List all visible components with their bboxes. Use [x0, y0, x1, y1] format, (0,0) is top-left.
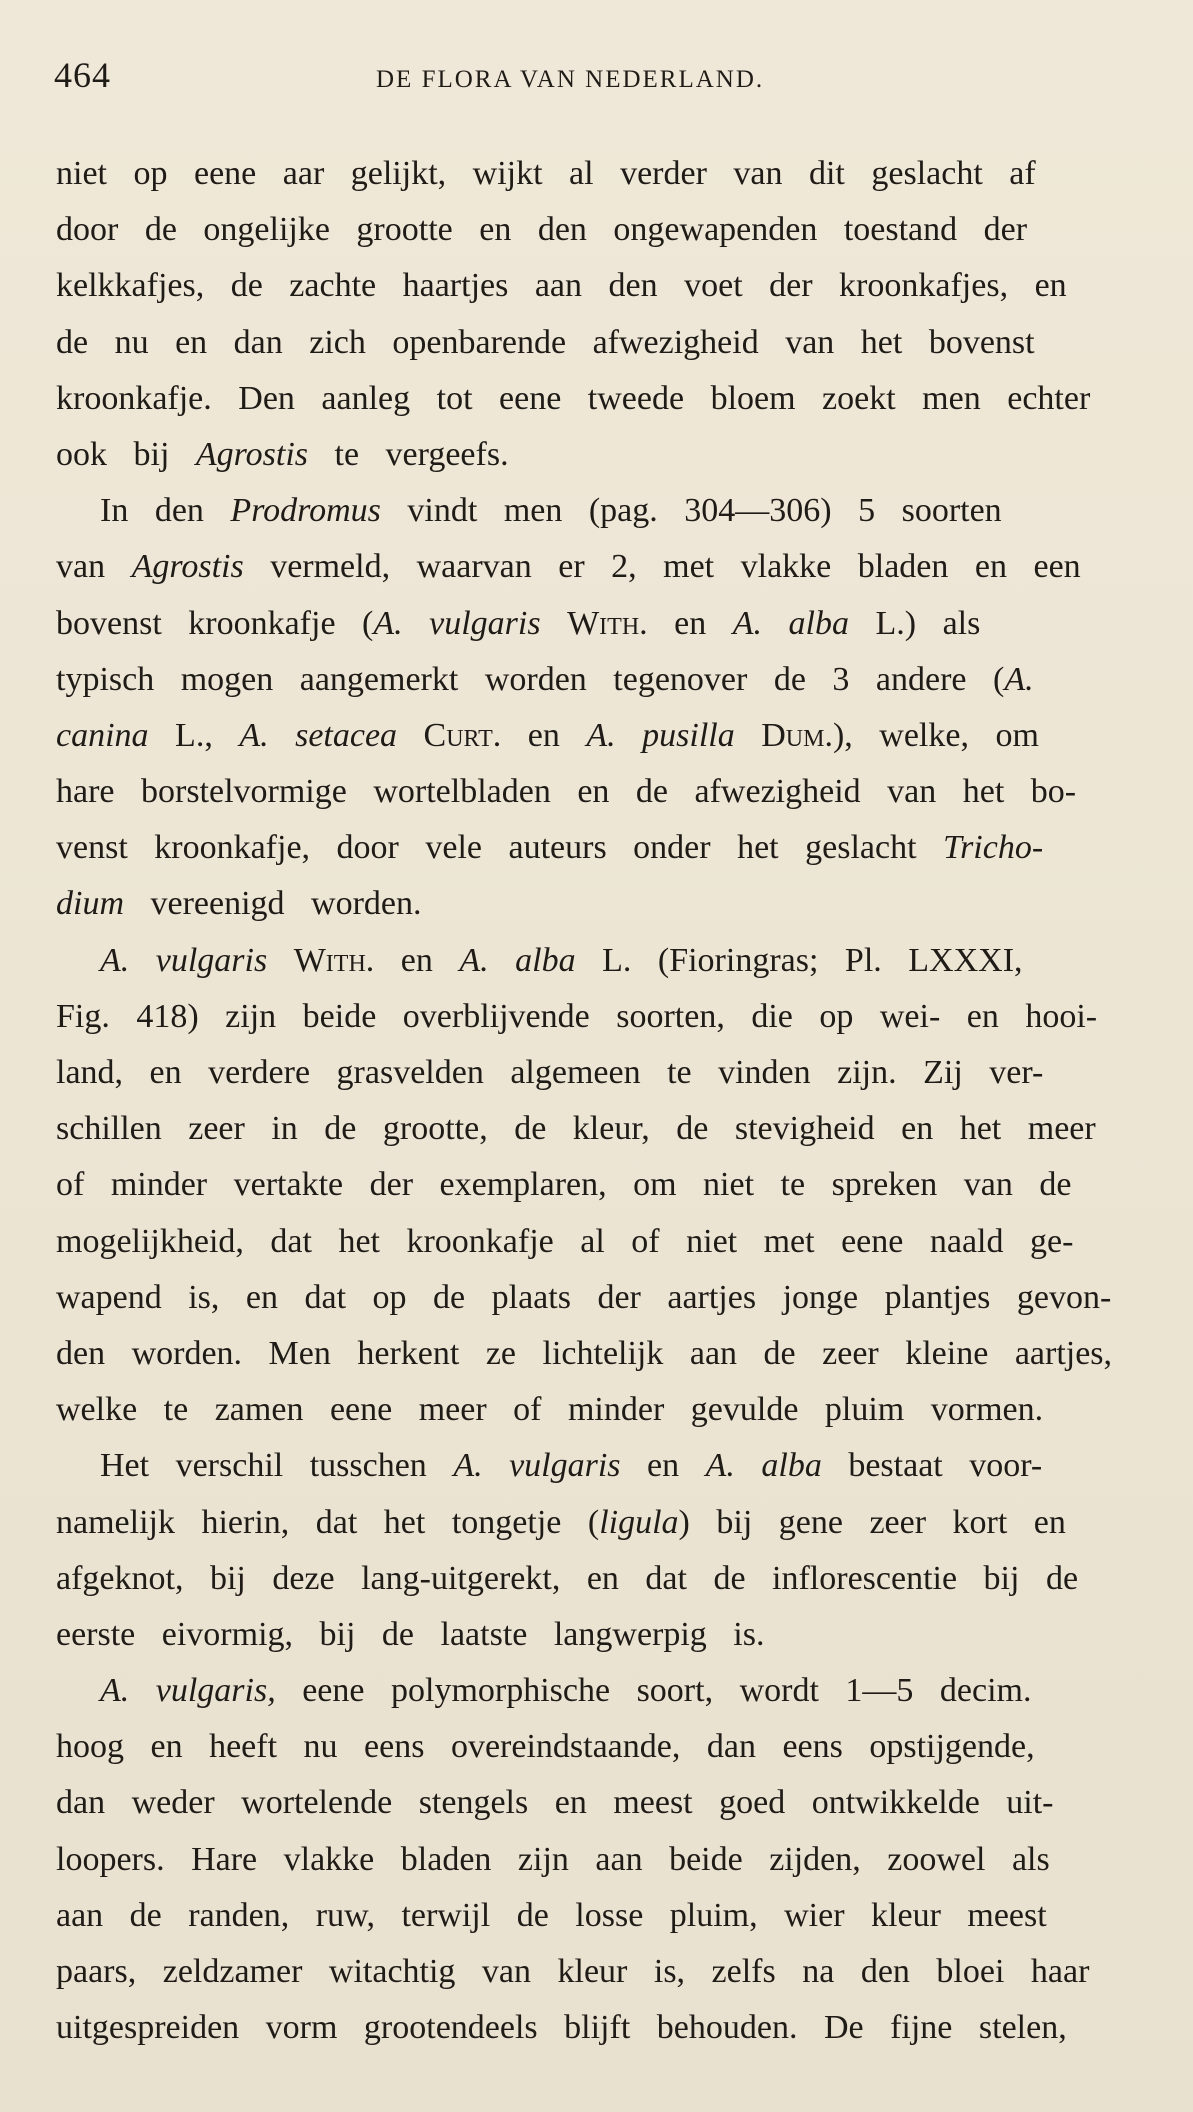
text-line — [56, 146, 1142, 202]
text-line — [56, 1495, 1142, 1551]
text-segment: hare borstelvormige wortelbladen en de afwezigheid van het bo- — [56, 773, 1077, 811]
italic-text: Agrostis — [195, 435, 308, 473]
text-segment: venst kroonkafje, door vele auteurs onder het geslacht — [56, 829, 944, 867]
text-segment: paars, zeldzamer witachtig van kleur is, zelfs na den bloei haar — [56, 1953, 1090, 1990]
author-abbreviation: Curt. — [423, 716, 502, 754]
text-line — [56, 708, 1142, 764]
text-segment: den worden. Men herkent ze lichtelijk aan de zeer kleine aartjes, — [56, 1334, 1113, 1372]
text-segment: aan de randen, ruw, terwijl de losse pluim, wier kleur meest — [56, 1896, 1047, 1934]
text-segment: van — [56, 548, 132, 586]
text-segment: namelijk hierin, dat het tongetje ( — [56, 1503, 600, 1541]
text-segment: eene polymorphische soort, wordt 1—5 decim. — [275, 1672, 1032, 1710]
text-line — [56, 371, 1142, 427]
text-line — [56, 1045, 1142, 1101]
text-segment: bovenst kroonkafje ( — [56, 604, 374, 642]
italic-text: A. — [1004, 660, 1034, 698]
text-segment: wapend is, en dat op de plaats der aartjes jonge plantjes gevon- — [56, 1278, 1112, 1316]
text-segment — [541, 596, 568, 652]
text-line — [56, 1663, 1142, 1719]
italic-text: dium — [56, 885, 124, 923]
text-line — [56, 1775, 1142, 1831]
text-line — [56, 1326, 1142, 1382]
text-segment: typisch mogen aangemerkt worden tegenover de 3 andere ( — [56, 660, 1005, 698]
text-line — [56, 1551, 1142, 1607]
italic-text: Tricho- — [943, 829, 1044, 867]
text-line — [56, 1607, 1142, 1663]
page-number: 464 — [54, 55, 111, 95]
italic-text: A. vulgaris — [373, 604, 541, 642]
text-segment — [267, 933, 294, 989]
text-line — [56, 1270, 1142, 1326]
text-segment: bestaat voor- — [821, 1447, 1043, 1485]
text-line — [56, 596, 1142, 652]
text-segment: loopers. Hare vlakke bladen zijn aan beide zijden, zoowel als — [56, 1840, 1050, 1878]
text-segment: uitgespreiden vorm grootendeels blijft behouden. De fijne stelen, — [56, 2009, 1067, 2047]
text-line — [56, 1157, 1142, 1213]
text-line — [56, 933, 1142, 989]
italic-text: A. alba — [459, 941, 576, 979]
text-segment: welke te zamen eene meer of minder gevulde pluim vormen. — [56, 1391, 1044, 1429]
italic-text: Agrostis — [131, 548, 244, 586]
text-segment: schillen zeer in de grootte, de kleur, de stevigheid en het meer — [56, 1110, 1096, 1148]
text-segment: In den — [100, 492, 231, 530]
text-line — [56, 989, 1142, 1045]
italic-text: Prodromus — [230, 492, 381, 530]
text-segment: eerste eivormig, bij de laatste langwerpig is. — [56, 1615, 765, 1653]
text-line — [56, 202, 1142, 258]
author-abbreviation: With. — [567, 604, 648, 642]
italic-text: A. vulgaris — [100, 941, 268, 979]
text-segment: vermeld, waarvan er 2, met vlakke bladen en een — [243, 548, 1081, 586]
text-segment: niet op eene aar gelijkt, wijkt al verder van dit geslacht af — [56, 155, 1036, 192]
text-segment: hoog en heeft nu eens overeindstaande, dan eens opstijgende, — [56, 1728, 1035, 1766]
text-segment: ), welke, om — [832, 716, 1039, 754]
text-line — [56, 876, 1142, 932]
text-segment — [735, 708, 762, 764]
italic-text: A. vulgaris — [453, 1447, 621, 1485]
text-line — [56, 1438, 1142, 1494]
text-segment: Het verschil tusschen — [100, 1447, 454, 1485]
italic-text: ligula — [599, 1503, 679, 1541]
italic-text: canina — [56, 716, 149, 754]
text-segment: te vergeefs. — [308, 435, 509, 473]
text-line — [56, 820, 1142, 876]
text-line — [56, 483, 1142, 539]
text-segment: of minder vertakte der exemplaren, om niet te spreken van de — [56, 1166, 1072, 1204]
text-line — [56, 1214, 1142, 1270]
text-line — [56, 1888, 1142, 1944]
running-title: DE FLORA VAN NEDERLAND. — [376, 66, 765, 93]
text-segment: L.) als — [848, 604, 981, 642]
text-line — [56, 315, 1142, 371]
text-line — [56, 1382, 1142, 1438]
text-line — [56, 1719, 1142, 1775]
text-line — [56, 2000, 1142, 2056]
author-abbreviation: With. — [293, 941, 375, 979]
text-line — [56, 1832, 1142, 1888]
text-segment: en — [374, 941, 460, 979]
text-segment: en — [647, 604, 733, 642]
text-segment: Fig. 418) zijn beide overblijvende soorten, die op wei- en hooi- — [56, 997, 1098, 1035]
text-line — [56, 258, 1142, 314]
text-segment: kroonkafje. Den aanleg tot eene tweede bloem zoekt men echter — [56, 379, 1091, 417]
italic-text: A. setacea — [239, 716, 398, 754]
text-segment: L., — [148, 716, 240, 754]
text-segment: door de ongelijke grootte en den ongewapenden toestand der — [56, 211, 1028, 249]
text-line — [56, 427, 1142, 483]
text-segment: en — [620, 1447, 706, 1485]
text-line — [56, 1101, 1142, 1157]
italic-text: A. vulgaris, — [100, 1672, 276, 1710]
text-segment: vereenigd worden. — [124, 885, 422, 923]
text-line — [56, 539, 1142, 595]
text-segment: dan weder wortelende stengels en meest goed ontwikkelde uit- — [56, 1784, 1054, 1822]
author-abbreviation: Dum. — [761, 716, 833, 754]
text-segment: L. (Fioringras; Pl. LXXXI, — [575, 941, 1023, 979]
text-segment: ) bij gene zeer kort en — [678, 1503, 1066, 1541]
text-segment: kelkkafjes, de zachte haartjes aan den voet der kroonkafjes, en — [56, 267, 1067, 305]
italic-text: A. alba — [705, 1447, 822, 1485]
text-segment: vindt men (pag. 304—306) 5 soorten — [380, 492, 1002, 530]
text-segment — [397, 708, 424, 764]
italic-text: A. alba — [732, 604, 849, 642]
body-text — [56, 146, 1142, 2056]
text-segment: ook bij — [56, 435, 196, 473]
text-line — [56, 1944, 1142, 2000]
text-segment: de nu en dan zich openbarende afwezigheid van het bovenst — [56, 323, 1035, 361]
italic-text: A. pusilla — [586, 716, 735, 754]
page-header — [54, 52, 1144, 102]
text-segment: land, en verdere grasvelden algemeen te vinden zijn. Zij ver- — [56, 1054, 1044, 1091]
text-segment: mogelijkheid, dat het kroonkafje al of niet met eene naald ge- — [56, 1222, 1074, 1260]
text-line — [56, 764, 1142, 820]
text-segment: afgeknot, bij deze lang-uitgerekt, en dat de inflorescentie bij de — [56, 1559, 1079, 1597]
text-line — [56, 652, 1142, 708]
text-segment: en — [501, 716, 587, 754]
